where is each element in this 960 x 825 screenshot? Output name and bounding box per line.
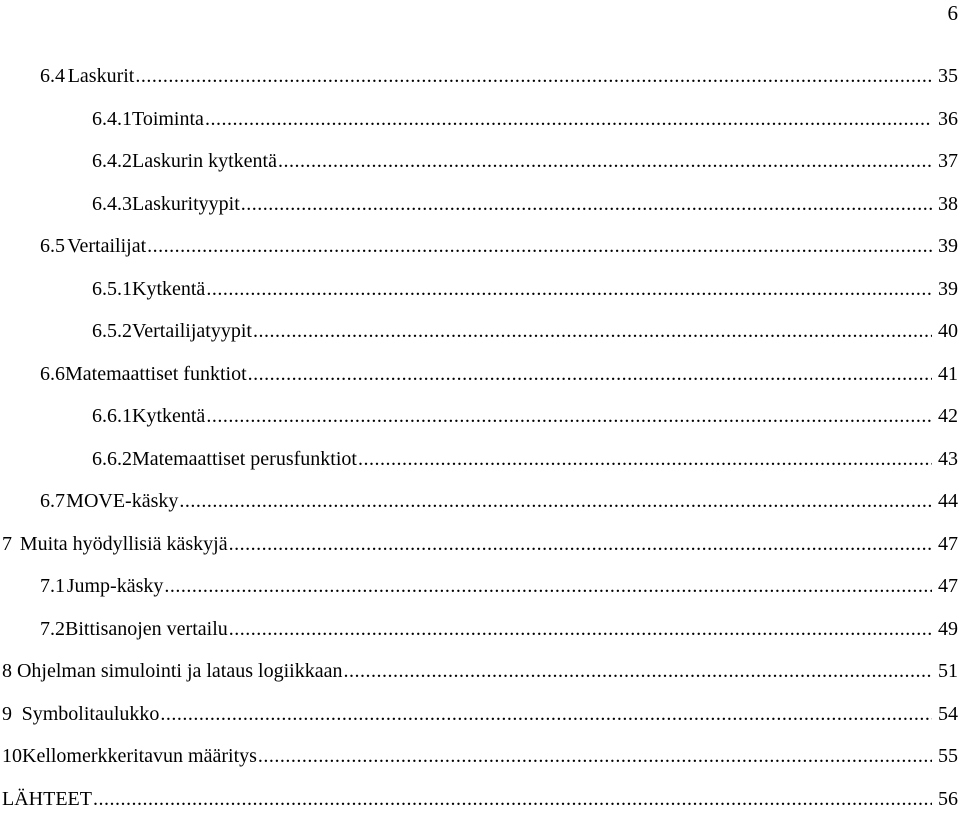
toc-entry-number: 6.7 xyxy=(40,488,66,514)
toc-entry-page: 56 xyxy=(934,786,958,812)
toc-entry[interactable] xyxy=(0,570,958,613)
toc-entry[interactable] xyxy=(0,273,958,316)
toc-entry[interactable] xyxy=(0,60,958,103)
toc-entry-number: 6.4 xyxy=(40,63,68,89)
toc-entry-page: 54 xyxy=(934,701,958,727)
toc-entry-page: 41 xyxy=(934,361,958,387)
toc-entry-title: Ohjelman simulointi ja lataus logiikkaan xyxy=(17,658,343,684)
toc-entry-title: Muita hyödyllisiä käskyjä xyxy=(20,531,228,557)
page-number: 6 xyxy=(948,0,959,26)
toc-entry[interactable] xyxy=(0,443,958,486)
toc-entry[interactable] xyxy=(0,613,958,656)
toc-entry-number: 7 xyxy=(2,531,20,557)
toc-entry[interactable] xyxy=(0,230,958,273)
toc-entry-number: 6.5 xyxy=(40,233,67,259)
toc-entry-title: Kytkentä xyxy=(132,403,205,429)
toc-entry-number: 10 xyxy=(2,743,22,769)
toc-entry[interactable] xyxy=(0,103,958,146)
toc-leader-dots xyxy=(248,361,932,387)
toc-entry-number: 6.6 xyxy=(40,361,65,387)
toc-entry-number: 6.4.3 xyxy=(92,191,132,217)
toc-entry-title: Toiminta xyxy=(132,106,204,132)
toc-entry-page: 39 xyxy=(934,276,958,302)
toc-entry[interactable] xyxy=(0,655,958,698)
toc-entry[interactable] xyxy=(0,740,958,783)
toc-entry-number: 7.1 xyxy=(40,573,67,599)
toc-entry-title: Laskurit xyxy=(68,63,135,89)
toc-leader-dots xyxy=(343,658,932,684)
toc-entry-number: 7.2 xyxy=(40,616,65,642)
toc-entry-title: Vertailijatyypit xyxy=(132,318,252,344)
toc-entry[interactable] xyxy=(0,528,958,571)
toc-leader-dots xyxy=(258,743,932,769)
toc-leader-dots xyxy=(229,531,932,557)
toc-leader-dots xyxy=(253,318,932,344)
toc-entry-number: 6.6.1 xyxy=(92,403,132,429)
toc-entry-title: Laskurityypit xyxy=(132,191,240,217)
toc-entry-page: 35 xyxy=(934,63,958,89)
toc-entry[interactable] xyxy=(0,400,958,443)
toc-entry-title: Laskurin kytkentä xyxy=(132,148,277,174)
toc-entry-page: 44 xyxy=(934,488,958,514)
toc-entry[interactable] xyxy=(0,698,958,741)
toc-entry-number: 9 xyxy=(2,701,22,727)
toc-entry-title: Matemaattiset perusfunktiot xyxy=(132,446,357,472)
toc-leader-dots xyxy=(229,616,932,642)
toc-leader-dots xyxy=(135,63,932,89)
toc-entry-page: 37 xyxy=(934,148,958,174)
toc-entry-page: 51 xyxy=(934,658,958,684)
toc-entry[interactable] xyxy=(0,188,958,231)
toc-entry-title: Vertailijat xyxy=(67,233,146,259)
toc-entry-title: Kytkentä xyxy=(132,276,205,302)
toc-entry[interactable] xyxy=(0,358,958,401)
toc-entry[interactable] xyxy=(0,145,958,188)
toc-entry-page: 49 xyxy=(934,616,958,642)
toc-entry-page: 47 xyxy=(934,531,958,557)
toc-entry-title: Jump-käsky xyxy=(67,573,164,599)
toc-entry-page: 55 xyxy=(934,743,958,769)
toc-entry-title: LÄHTEET xyxy=(2,786,92,812)
toc-leader-dots xyxy=(160,701,932,727)
toc-entry[interactable] xyxy=(0,485,958,528)
toc-entry-number: 6.6.2 xyxy=(92,446,132,472)
toc-entry-page: 43 xyxy=(934,446,958,472)
toc-leader-dots xyxy=(205,106,932,132)
toc-entry-page: 40 xyxy=(934,318,958,344)
toc-leader-dots xyxy=(278,148,932,174)
toc-entry-title: MOVE-käsky xyxy=(66,488,178,514)
toc-leader-dots xyxy=(147,233,932,259)
toc-leader-dots xyxy=(93,786,932,812)
toc-entry-title: Matemaattiset funktiot xyxy=(65,361,247,387)
toc-entry-number: 6.5.2 xyxy=(92,318,132,344)
toc-entry-number: 6.4.1 xyxy=(92,106,132,132)
toc-entry-page: 36 xyxy=(934,106,958,132)
toc-entry-number: 8 xyxy=(2,658,17,684)
toc-entry-number: 6.4.2 xyxy=(92,148,132,174)
toc-leader-dots xyxy=(164,573,932,599)
toc-entry-title: Symbolitaulukko xyxy=(22,701,160,727)
toc-entry-page: 39 xyxy=(934,233,958,259)
toc-entry-number: 6.5.1 xyxy=(92,276,132,302)
table-of-contents xyxy=(0,60,958,825)
toc-entry-page: 42 xyxy=(934,403,958,429)
toc-entry-title: Bittisanojen vertailu xyxy=(65,616,228,642)
toc-entry-page: 47 xyxy=(934,573,958,599)
toc-entry-title: Kellomerkkeritavun määritys xyxy=(22,743,257,769)
toc-leader-dots xyxy=(358,446,932,472)
toc-entry[interactable] xyxy=(0,315,958,358)
toc-leader-dots xyxy=(241,191,932,217)
toc-entry-page: 38 xyxy=(934,191,958,217)
toc-leader-dots xyxy=(179,488,932,514)
toc-leader-dots xyxy=(206,403,932,429)
toc-leader-dots xyxy=(206,276,932,302)
